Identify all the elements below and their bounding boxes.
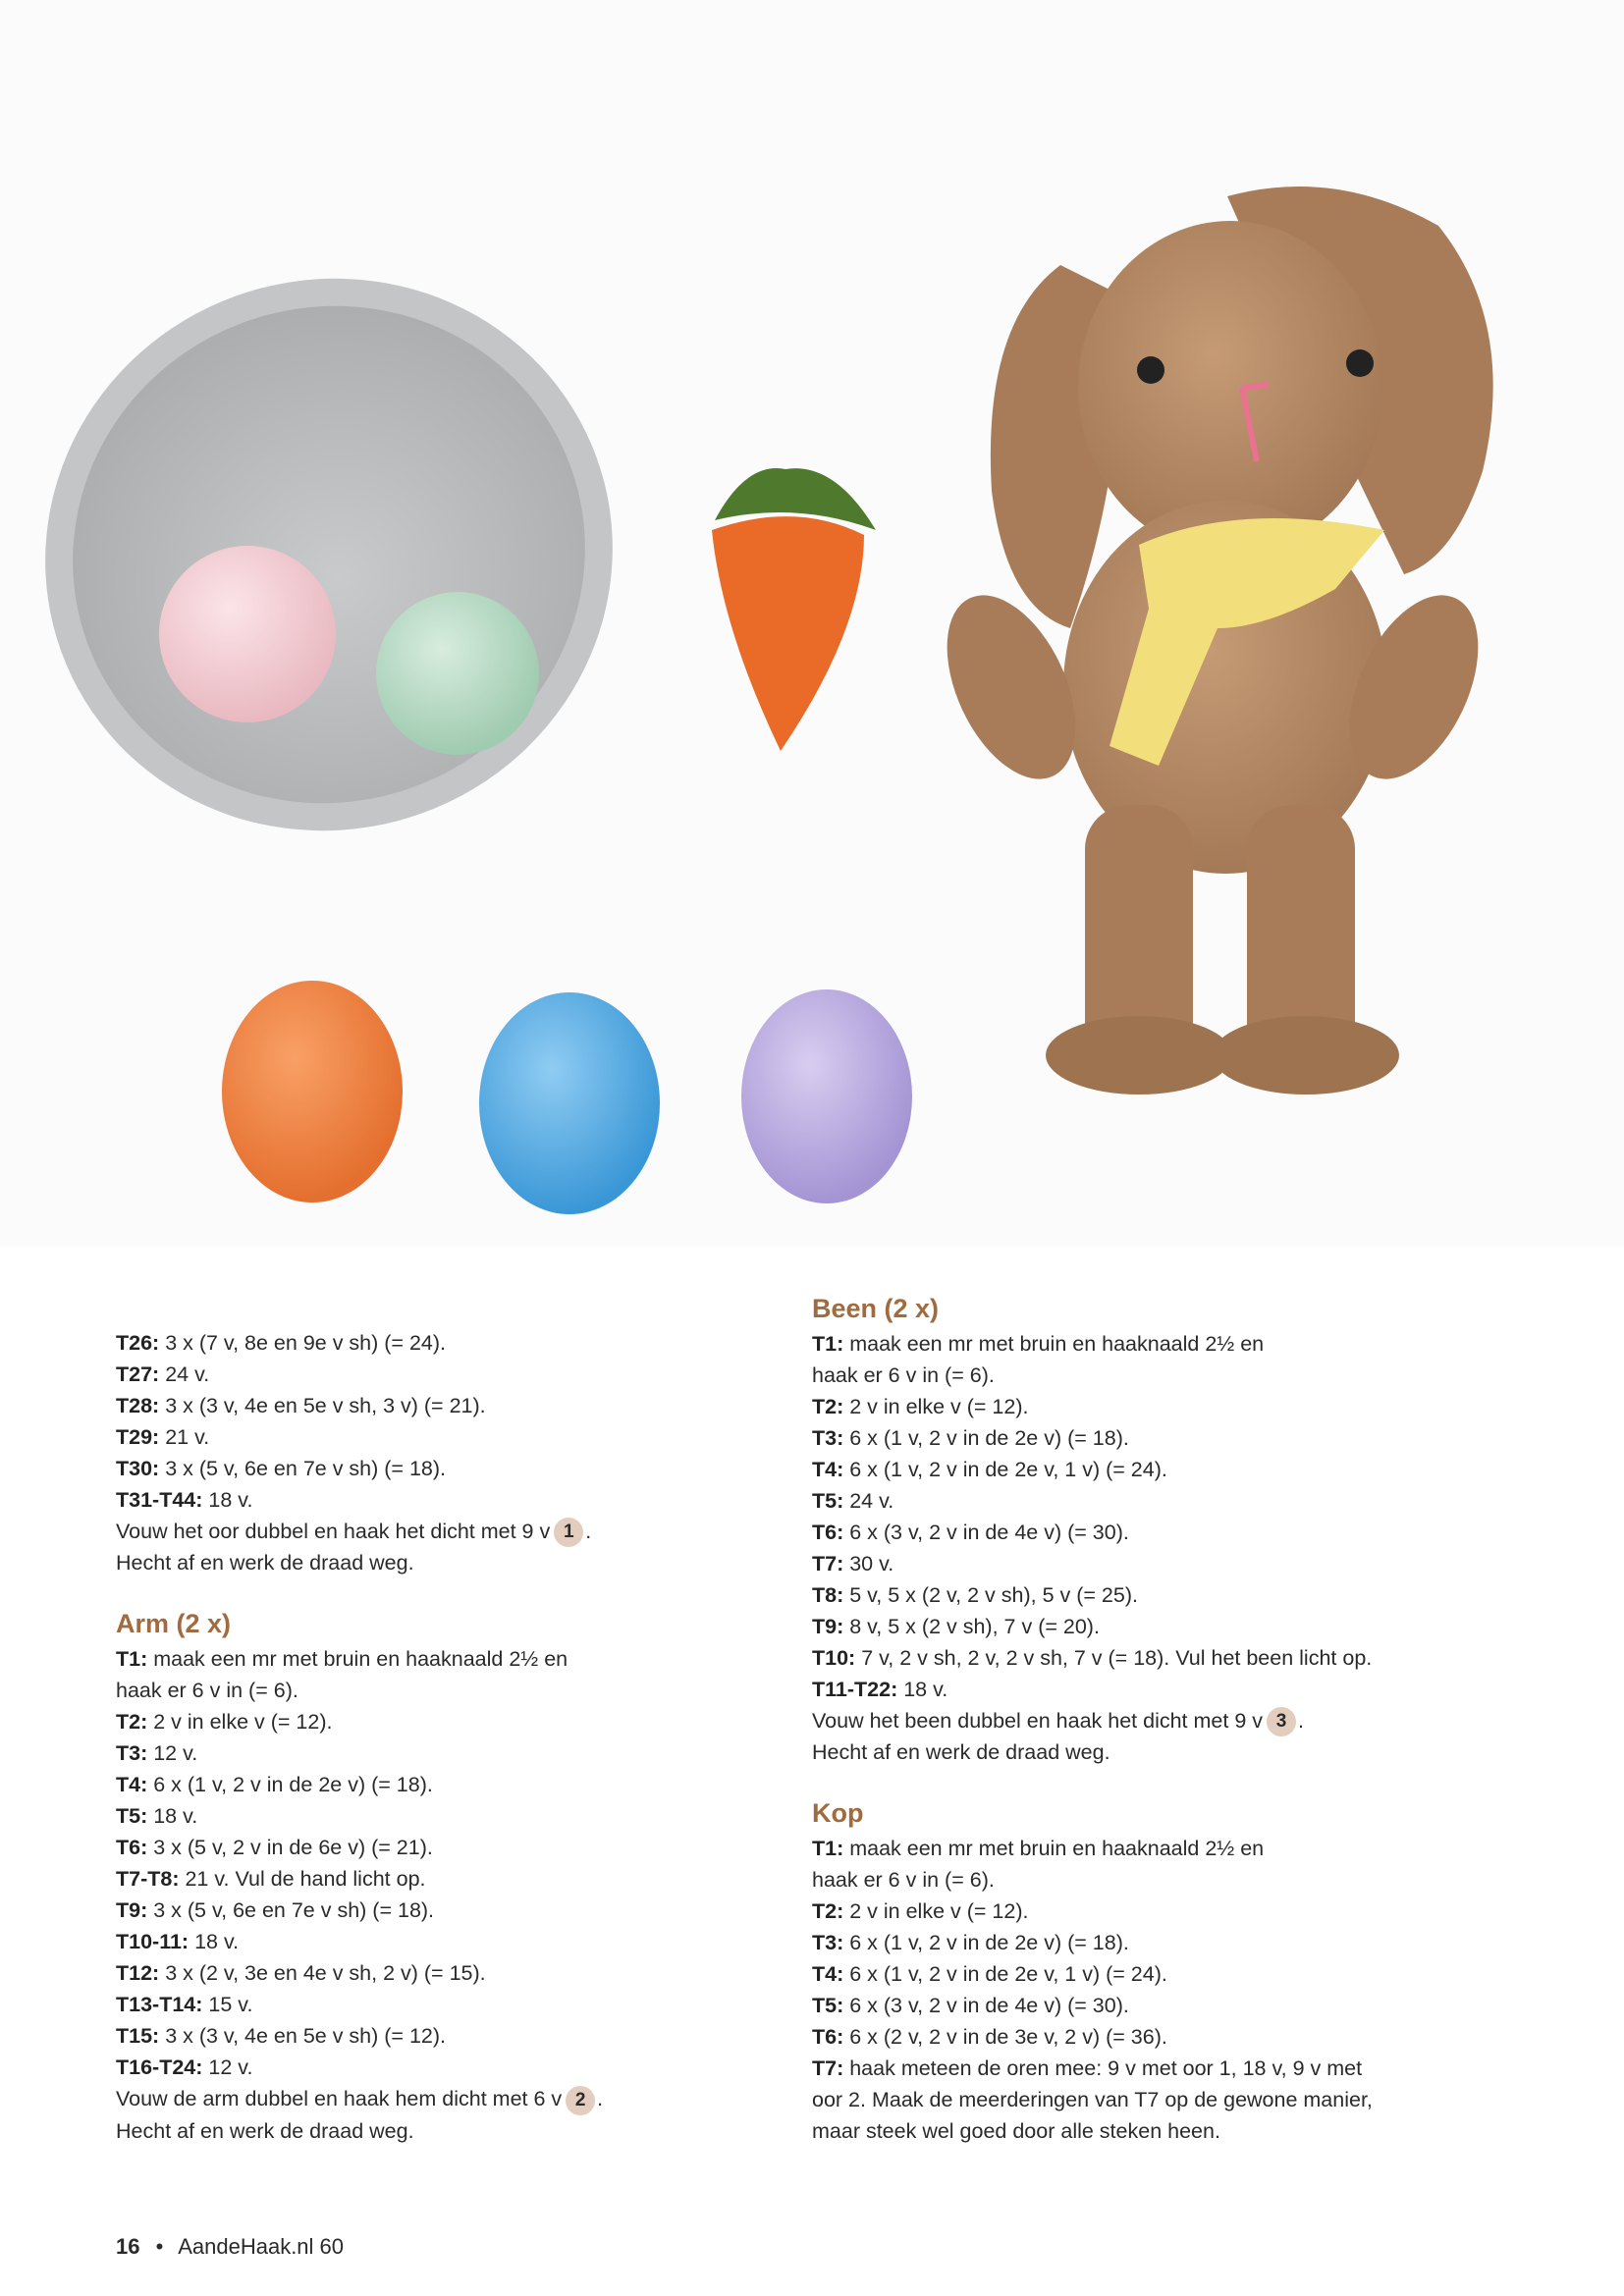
row-label: T16-T24: [116,2056,203,2080]
basket [0,199,690,911]
fold-instruction-ear: Vouw het oor dubbel en haak het dicht met 9 v 1 . [116,1516,705,1547]
pink-egg [159,546,336,722]
row-text: 6 x (1 v, 2 v in de 2e v) (= 18). [147,1773,433,1797]
pattern-row [812,1990,1499,2021]
green-egg [376,592,539,755]
row-label: T30: [116,1457,160,1480]
section-heading-kop: Kop [812,1798,864,1829]
row-label: T8: [812,1583,844,1607]
section-heading-been: Been (2 x) [812,1294,940,1323]
pattern-row [812,1454,1499,1485]
right-column [812,1289,1499,2147]
pattern-row [812,1642,1499,1674]
row-text: 6 x (1 v, 2 v in de 2e v, 1 v) (= 24). [843,1962,1167,1987]
pattern-row [812,2115,1499,2147]
section-heading-arm: Arm (2 x) [116,1609,232,1639]
pattern-row [812,1833,1499,1864]
pattern-row [116,1453,705,1484]
row-text: 18 v. [202,1488,253,1512]
pattern-row [812,1896,1499,1927]
pattern-row [812,1422,1499,1454]
pattern-row [116,1421,705,1453]
row-label: T4: [812,1458,844,1481]
pattern-row [116,1863,705,1895]
arm-rows [116,1643,705,2083]
finish-instruction: Hecht af en werk de draad weg. [116,1551,414,1575]
blue-egg [479,992,660,1214]
row-text: 3 x (7 v, 8e en 9e v sh) (= 24). [159,1331,447,1355]
row-text: 2 v in elke v (= 12). [843,1395,1029,1418]
row-text: 21 v. [159,1425,210,1449]
pattern-row [116,1675,705,1706]
bunny [921,187,1504,1095]
row-label: T2: [116,1710,148,1735]
pattern-row [812,1674,1499,1705]
row-label: T2: [812,1395,844,1418]
row-text: 3 x (5 v, 6e en 7e v sh) (= 18). [147,1898,435,1923]
row-label: T5: [812,1994,844,2018]
row-label: T5: [116,1804,148,1829]
pattern-row [116,1957,705,1989]
pattern-row [116,1769,705,1800]
row-label: T7-T8: [116,1867,180,1892]
row-label: T3: [116,1741,148,1766]
row-text: 21 v. Vul de hand licht op. [179,1867,426,1892]
step-badge-2: 2 [566,2086,595,2115]
pattern-row [812,1360,1499,1391]
row-text: 5 v, 5 x (2 v, 2 v sh), 5 v (= 25). [843,1583,1138,1607]
pattern-row [116,2020,705,2052]
row-label: T5: [812,1489,844,1513]
row-text: 6 x (3 v, 2 v in de 4e v) (= 30). [843,1521,1129,1544]
pattern-row [812,1927,1499,1958]
pattern-row [116,1643,705,1675]
pattern-row [812,1391,1499,1422]
row-text: 6 x (1 v, 2 v in de 2e v) (= 18). [843,1931,1129,1955]
row-text: 24 v. [843,1489,894,1513]
carrot [712,468,876,751]
row-text: 18 v. [897,1678,948,1701]
row-label: T10-11: [116,1930,189,1954]
row-label: T26: [116,1331,160,1355]
ear-rows [116,1327,705,1516]
row-text: 15 v. [202,1993,253,2017]
row-text: maak een mr met bruin en haaknaald 2½ en [843,1837,1265,1861]
row-text: 7 v, 2 v sh, 2 v, 2 v sh, 7 v (= 18). Vul het been licht op. [855,1646,1373,1670]
row-label: T27: [116,1362,160,1386]
pattern-row [812,1579,1499,1611]
row-text: 3 x (3 v, 4e en 5e v sh, 3 v) (= 21). [159,1394,486,1417]
row-label: T1: [812,1837,844,1861]
row-text: 24 v. [159,1362,210,1386]
row-text: haak er 6 v in (= 6). [116,1679,298,1703]
row-text: maar steek wel goed door alle steken heen. [812,2119,1220,2144]
row-text: 3 x (5 v, 6e en 7e v sh) (= 18). [159,1457,447,1480]
row-label: T7: [812,1552,844,1575]
magazine-name: AandeHaak.nl 60 [178,2234,345,2259]
separator: • [155,2234,164,2259]
pattern-row [116,1484,705,1516]
row-label: T9: [116,1898,148,1923]
row-label: T12: [116,1961,160,1986]
pattern-row [812,1485,1499,1517]
row-label: T4: [116,1773,148,1797]
pattern-row [812,2021,1499,2053]
row-text: 30 v. [843,1552,894,1575]
row-text: 8 v, 5 x (2 v sh), 7 v (= 20). [843,1615,1100,1638]
row-label: T11-T22: [812,1678,898,1701]
pattern-row [116,1359,705,1390]
pattern-row [116,1706,705,1737]
row-text: 2 v in elke v (= 12). [843,1899,1029,1924]
pattern-row [116,2052,705,2083]
row-text: oor 2. Maak de meerderingen van T7 op de gewone manier, [812,2088,1373,2112]
orange-egg [222,981,403,1202]
row-text: maak een mr met bruin en haaknaald 2½ en [843,1332,1265,1356]
left-column [116,1327,705,2147]
pattern-row [812,2084,1499,2115]
row-text: 6 x (1 v, 2 v in de 2e v) (= 18). [843,1426,1129,1450]
row-text: haak er 6 v in (= 6). [812,1363,995,1387]
row-label: T28: [116,1394,160,1417]
row-text: 18 v. [147,1804,198,1829]
pattern-row [116,1926,705,1957]
row-label: T3: [812,1426,844,1450]
row-label: T9: [812,1615,844,1638]
row-label: T10: [812,1646,856,1670]
row-label: T6: [812,2025,844,2050]
fold-instruction-arm: Vouw de arm dubbel en haak hem dicht met 6 v 2 . [116,2083,705,2114]
pattern-row [812,1864,1499,1896]
pattern-row [116,1989,705,2020]
row-text: 2 v in elke v (= 12). [147,1710,333,1735]
pattern-row [812,2053,1499,2084]
pattern-row [116,1327,705,1359]
row-label: T13-T14: [116,1993,203,2017]
row-label: T4: [812,1962,844,1987]
row-text: 12 v. [147,1741,198,1766]
pattern-row [812,1611,1499,1642]
row-text: 12 v. [202,2056,253,2080]
finish-instruction: Hecht af en werk de draad weg. [116,2118,414,2143]
finish-instruction: Hecht af en werk de draad weg. [812,1740,1110,1765]
row-text: 3 x (3 v, 4e en 5e v sh) (= 12). [159,2024,447,2049]
pattern-row [116,1737,705,1769]
step-badge-3: 3 [1267,1707,1296,1736]
row-label: T3: [812,1931,844,1955]
row-text: 6 x (1 v, 2 v in de 2e v, 1 v) (= 24). [843,1458,1167,1481]
row-label: T6: [812,1521,844,1544]
row-text: maak een mr met bruin en haaknaald 2½ en [147,1647,568,1672]
row-text: 18 v. [189,1930,240,1954]
row-label: T31-T44: [116,1488,203,1512]
page-footer [116,2234,344,2260]
row-text: 6 x (2 v, 2 v in de 3e v, 2 v) (= 36). [843,2025,1167,2050]
row-label: T1: [116,1647,148,1672]
pattern-row [812,1548,1499,1579]
row-label: T29: [116,1425,160,1449]
row-label: T2: [812,1899,844,1924]
row-label: T6: [116,1836,148,1860]
kop-rows [812,1833,1499,2147]
step-badge-1: 1 [554,1518,583,1547]
page-number: 16 [116,2234,140,2259]
row-text: 3 x (2 v, 3e en 4e v sh, 2 v) (= 15). [159,1961,486,1986]
purple-egg [741,989,912,1203]
row-text: 6 x (3 v, 2 v in de 4e v) (= 30). [843,1994,1129,2018]
row-text: haak meteen de oren mee: 9 v met oor 1, 18 v, 9 v met [843,2056,1363,2081]
row-label: T7: [812,2056,844,2081]
row-label: T1: [812,1332,844,1356]
pattern-row [812,1958,1499,1990]
fold-instruction-been: Vouw het been dubbel en haak het dicht met 9 v 3 . [812,1705,1499,1736]
pattern-row [812,1328,1499,1360]
pattern-row [116,1800,705,1832]
pattern-row [116,1895,705,1926]
row-label: T15: [116,2024,160,2049]
pattern-row [812,1517,1499,1548]
row-text: 3 x (5 v, 2 v in de 6e v) (= 21). [147,1836,433,1860]
row-text: haak er 6 v in (= 6). [812,1868,995,1893]
pattern-row [116,1832,705,1863]
pattern-row [116,1390,705,1421]
been-rows [812,1328,1499,1705]
